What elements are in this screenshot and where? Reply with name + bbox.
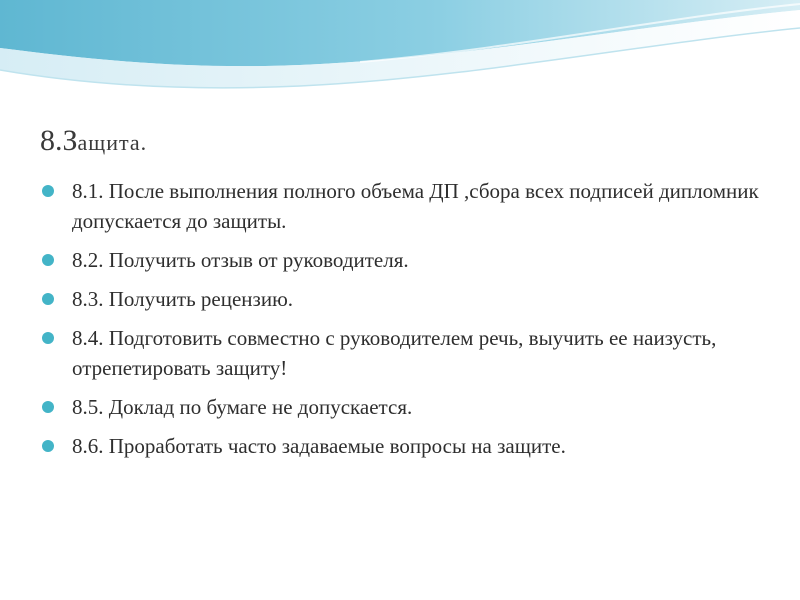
bullet-item xyxy=(42,392,772,422)
wave-decoration xyxy=(0,0,800,110)
bullet-dot-icon xyxy=(42,332,54,344)
bullet-dot-icon xyxy=(42,293,54,305)
bullet-item xyxy=(42,284,772,314)
bullet-text: 8.5. Доклад по бумаге не допускается. xyxy=(72,395,413,419)
bullet-text: 8.2. Получить отзыв от руководителя. xyxy=(72,248,409,272)
bullet-text: 8.4. Подготовить совместно с руководителем речь, выучить ее наизусть, отрепетировать защиту! xyxy=(72,326,717,380)
title-first: 8.З xyxy=(40,124,78,157)
bullet-item xyxy=(42,176,772,236)
bullet-text: 8.6. Проработать часто задаваемые вопросы на защите. xyxy=(72,434,566,458)
bullet-item xyxy=(42,323,772,383)
bullet-text: 8.1. После выполнения полного объема ДП ,сбора всех подписей дипломник допускается до защиты. xyxy=(72,179,759,233)
bullet-dot-icon xyxy=(42,401,54,413)
slide-title xyxy=(40,124,147,158)
bullet-dot-icon xyxy=(42,185,54,197)
bullet-list xyxy=(42,176,772,470)
bullet-text: 8.3. Получить рецензию. xyxy=(72,287,294,311)
title-rest: ащита. xyxy=(77,130,148,155)
bullet-dot-icon xyxy=(42,440,54,452)
bullet-dot-icon xyxy=(42,254,54,266)
bullet-item xyxy=(42,245,772,275)
bullet-item xyxy=(42,431,772,461)
